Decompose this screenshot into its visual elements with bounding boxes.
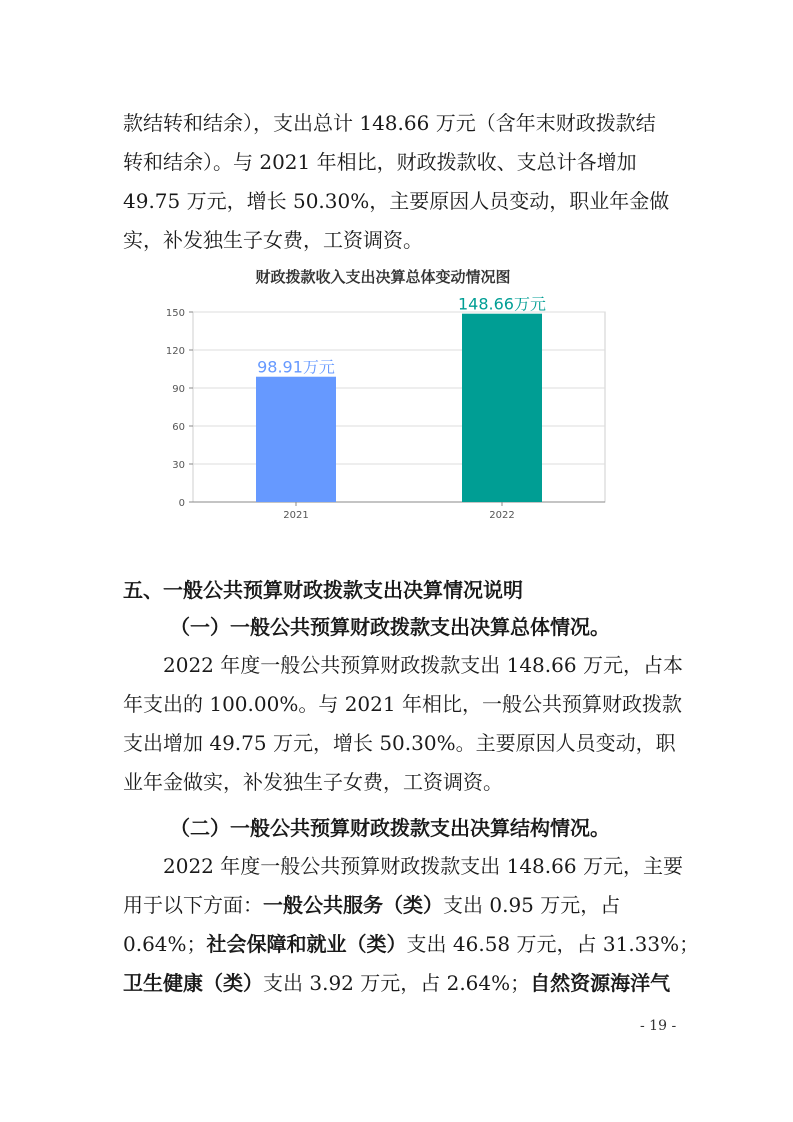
sub2-line-4 (123, 968, 793, 998)
category-social-security: 社会保障和就业（类） (206, 932, 407, 956)
sub2-line-2 (123, 890, 793, 920)
page-number: - 19 - (640, 1018, 677, 1034)
sub2-line-1: 2022 年度一般公共预算财政拨款支出 148.66 万元，主要 (163, 854, 683, 878)
body-line-2: 转和结余）。与 2021 年相比，财政拨款收、支总计各增加 (123, 150, 637, 174)
body-line-4: 实，补发独生子女费，工资调资。 (123, 228, 423, 252)
sub1-line-4: 业年金做实，补发独生子女费，工资调资。 (123, 770, 503, 794)
sub1-line-2: 年支出的 100.00%。与 2021 年相比，一般公共预算财政拨款 (123, 692, 682, 716)
sub2-heading: （二）一般公共预算财政拨款支出决算结构情况。 (170, 816, 610, 840)
y-tick-label: 60 (172, 422, 185, 433)
body-line-1: 款结转和结余），支出总计 148.66 万元（含年末财政拨款结 (123, 111, 656, 135)
plot-frame (193, 312, 605, 502)
bar-2022 (462, 314, 542, 502)
chart-title: 财政拨款收入支出决算总体变动情况图 (255, 268, 511, 286)
sub1-line-3: 支出增加 49.75 万元，增长 50.30%。主要原因人员变动，职 (123, 731, 676, 755)
section5-heading: 五、一般公共预算财政拨款支出决算情况说明 (123, 578, 523, 602)
sub2-line-3-prefix: 0.64%； (123, 932, 207, 956)
category-health: 卫生健康（类） (123, 971, 263, 995)
y-tick-label: 30 (172, 460, 185, 471)
data-label-2021: 98.91万元 (257, 357, 335, 377)
body-line-3: 49.75 万元，增长 50.30%，主要原因人员变动，职业年金做 (123, 189, 670, 213)
y-tick-label: 90 (172, 384, 185, 395)
sub2-line-3 (123, 929, 793, 959)
sub2-line-2-suffix: 支出 0.95 万元，占 (443, 893, 621, 917)
sub2-line-2-prefix: 用于以下方面： (123, 893, 263, 917)
sub2-line-3-suffix: 支出 46.58 万元，占 31.33%； (406, 932, 700, 956)
y-tick-label: 120 (165, 346, 185, 357)
sub2-line-4-mid: 支出 3.92 万元，占 2.64%； (263, 971, 531, 995)
x-tick-label-2021: 2021 (283, 510, 309, 521)
bar-chart (140, 262, 620, 527)
category-general-public-services: 一般公共服务（类） (263, 893, 443, 917)
sub1-line-1: 2022 年度一般公共预算财政拨款支出 148.66 万元，占本 (163, 653, 683, 677)
y-tick-label: 150 (165, 308, 185, 319)
category-natural-resources: 自然资源海洋气 (530, 971, 671, 995)
data-label-2022: 148.66万元 (458, 294, 546, 314)
y-tick-label: 0 (178, 498, 185, 509)
sub1-heading: （一）一般公共预算财政拨款支出决算总体情况。 (170, 615, 610, 639)
bar-2021 (256, 377, 336, 502)
x-tick-label-2022: 2022 (489, 510, 515, 521)
